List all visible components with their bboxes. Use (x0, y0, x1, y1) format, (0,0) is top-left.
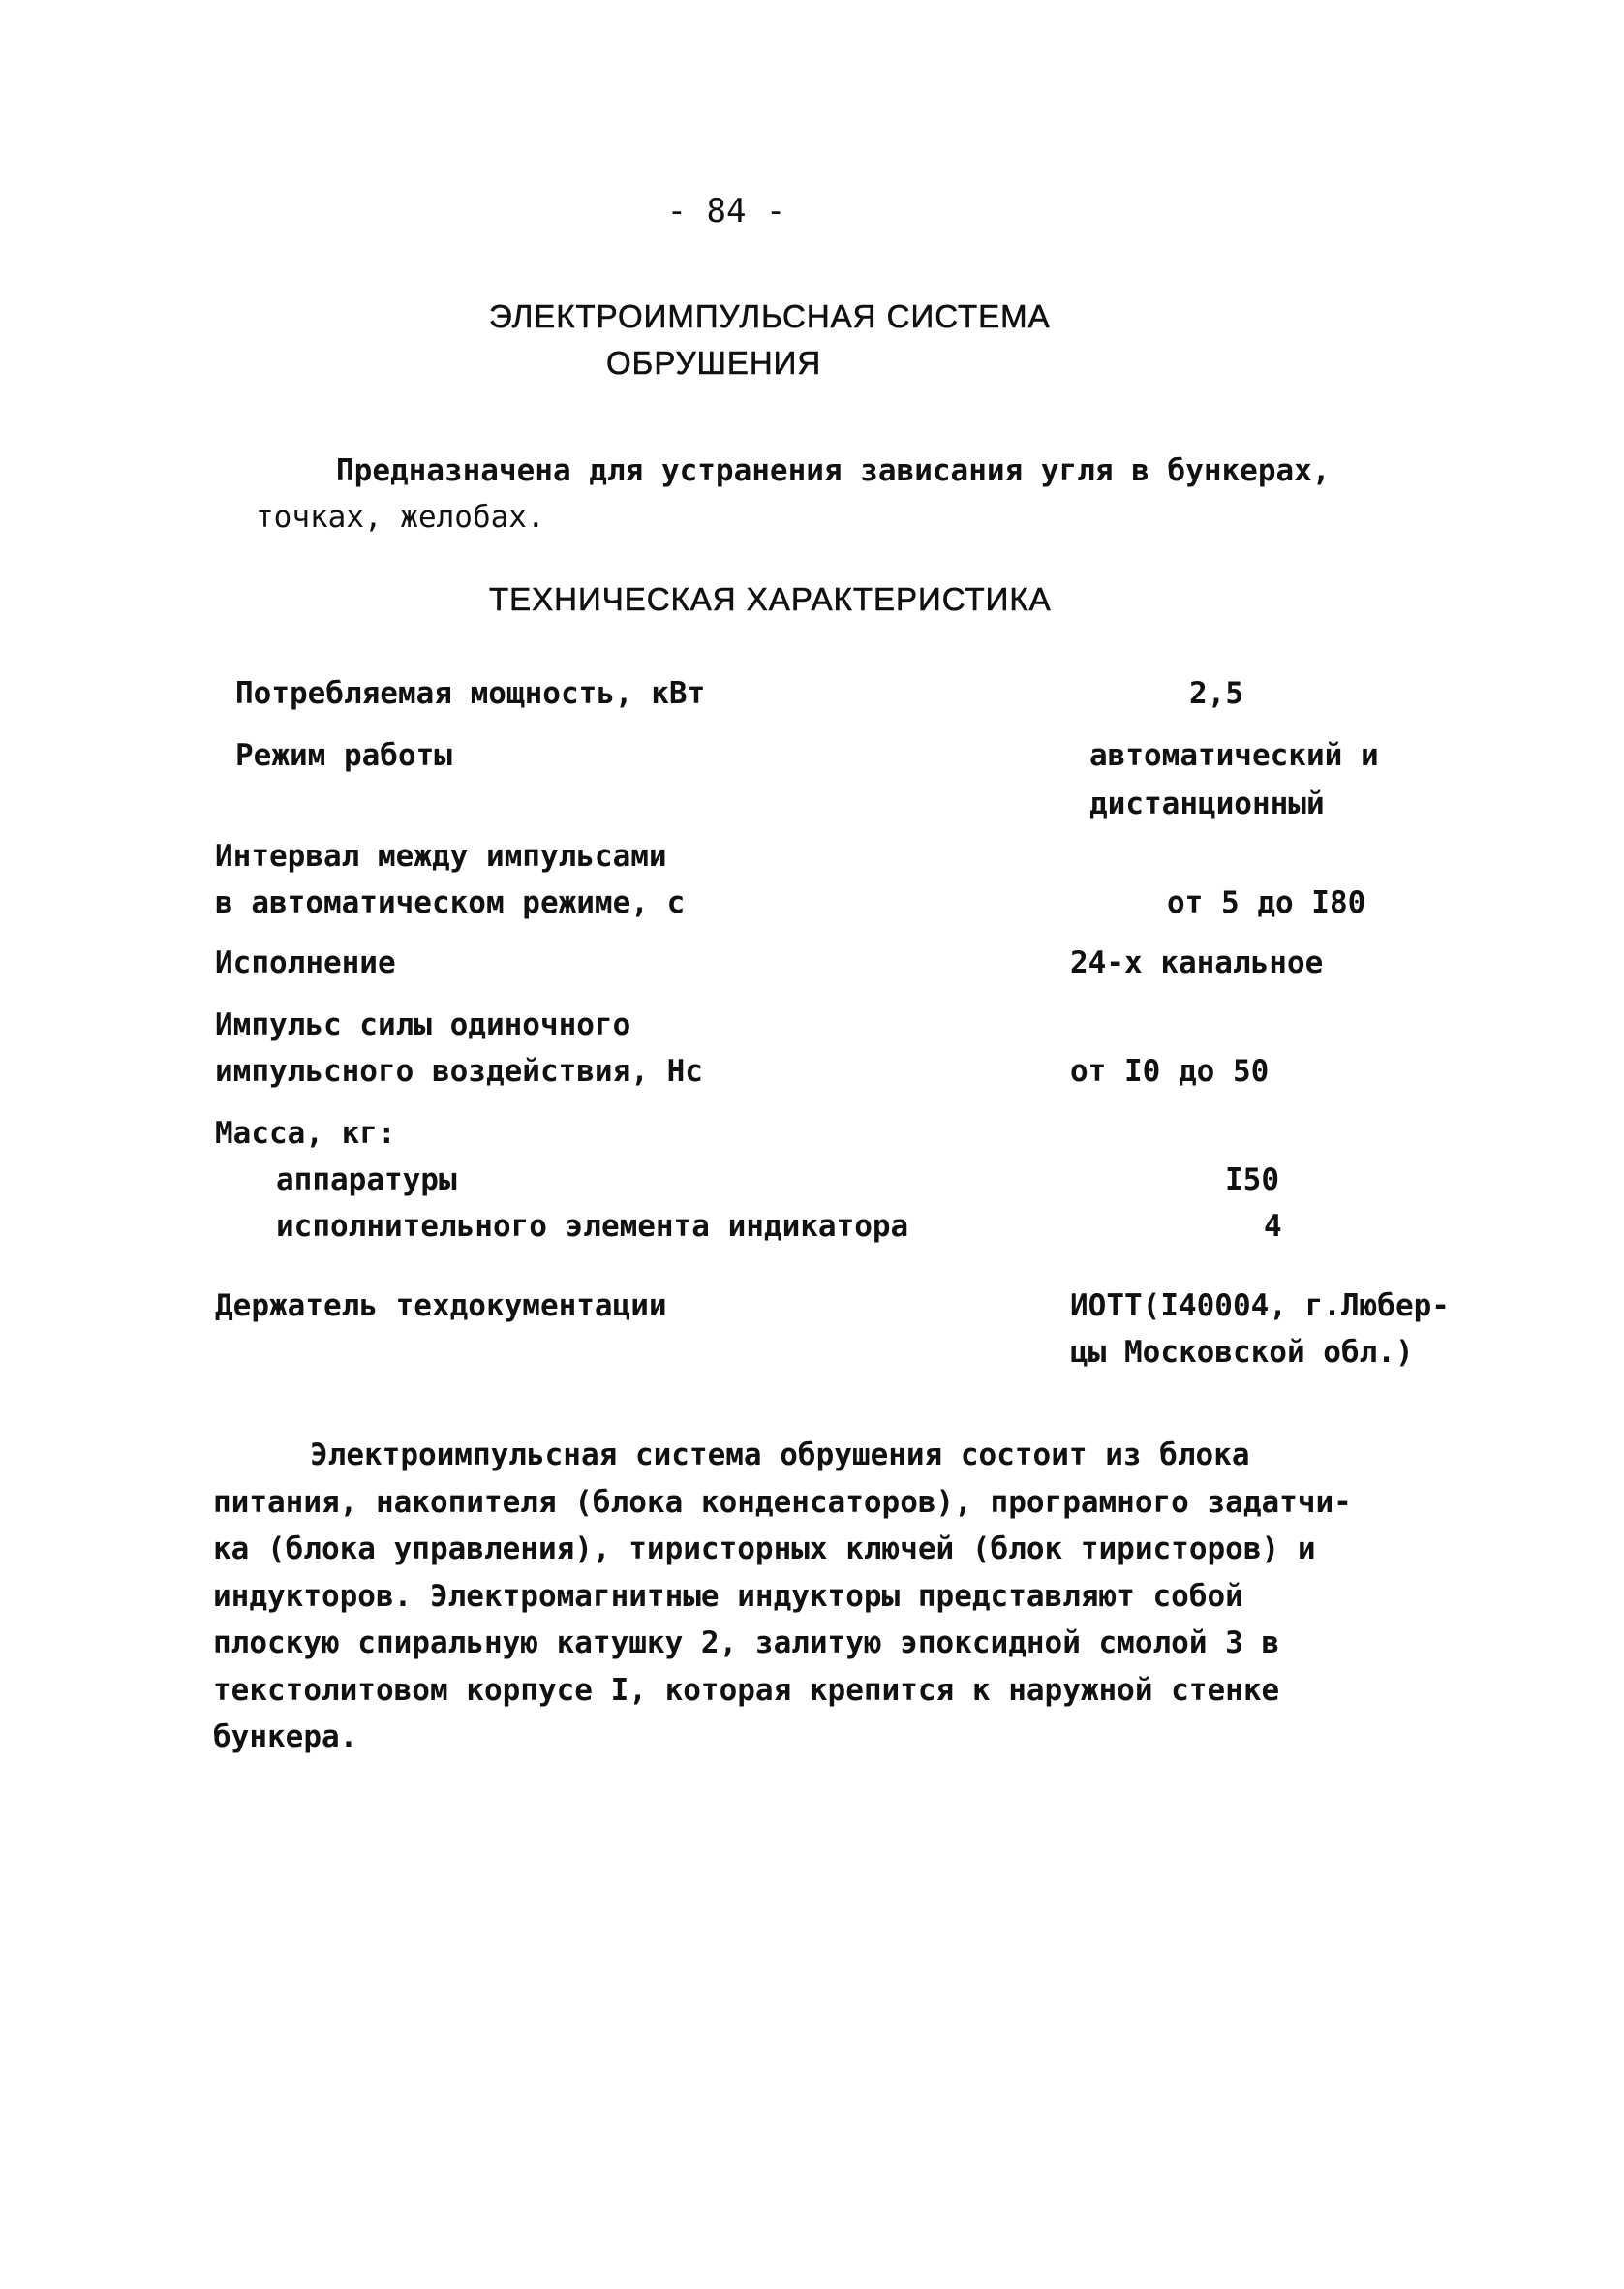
spec-mode-value-2: дистанционный (1089, 787, 1325, 821)
document-title-line-1: ЭЛЕКТРОИМПУЛЬСНАЯ СИСТЕМА (489, 298, 1051, 334)
description-line: питания, накопителя (блока конденсаторов), програмного задатчи- (213, 1484, 1352, 1520)
description-line: плоскую спиральную катушку 2, залитую эпоксидной смолой 3 в (213, 1625, 1280, 1660)
intro-line-2: точках, желобах. (256, 500, 545, 535)
document-title-line-2: ОБРУШЕНИЯ (606, 345, 822, 381)
spec-mass-label: Масса, кг: (215, 1116, 396, 1151)
spec-impulse-label-1: Импульс силы одиночного (215, 1007, 631, 1042)
spec-interval-value: от 5 до I80 (1167, 885, 1366, 920)
spec-impulse-value: от I0 до 50 (1070, 1054, 1270, 1089)
description-line: бункера. (213, 1719, 358, 1754)
description-line: индукторов. Электромагнитные индукторы представляют собой (213, 1578, 1243, 1614)
spec-holder-value-2: цы Московской обл.) (1070, 1335, 1414, 1370)
page-number: - 84 - (666, 192, 786, 231)
spec-section-title: ТЕХНИЧЕСКАЯ ХАРАКТЕРИСТИКА (489, 581, 1052, 617)
spec-holder-label: Держатель техдокументации (215, 1288, 667, 1323)
intro-line-1: Предназначена для устранения зависания угля в бункерах, (336, 453, 1331, 488)
description-paragraph (213, 1432, 1472, 1761)
spec-mass-element-value: 4 (1264, 1209, 1282, 1244)
spec-mass-element-label: исполнительного элемента индикатора (276, 1209, 909, 1244)
spec-mode-value-1: автоматический и (1089, 738, 1379, 773)
spec-interval-label-2: в автоматическом режиме, с (215, 885, 686, 920)
spec-mass-apparatus-value: I50 (1225, 1162, 1279, 1197)
description-line: текстолитовом корпусе I, которая крепится к наружной стенке (213, 1672, 1280, 1708)
spec-mass-apparatus-label: аппаратуры (276, 1162, 457, 1197)
spec-power-value: 2,5 (1189, 676, 1243, 711)
description-line: Электроимпульсная система обрушения состоит из блока (310, 1438, 1250, 1472)
spec-interval-label-1: Интервал между импульсами (215, 839, 667, 874)
spec-power-label: Потребляемая мощность, кВт (235, 676, 706, 711)
spec-mode-label: Режим работы (235, 738, 452, 773)
spec-holder-value-1: ИОТТ(I40004, г.Любер- (1070, 1288, 1450, 1323)
spec-impulse-label-2: импульсного воздействия, Нс (215, 1054, 703, 1089)
spec-execution-label: Исполнение (215, 945, 396, 980)
description-line: ка (блока управления), тиристорных ключей (блок тиристоров) и (213, 1531, 1316, 1566)
spec-execution-value: 24-х канальное (1070, 945, 1324, 980)
